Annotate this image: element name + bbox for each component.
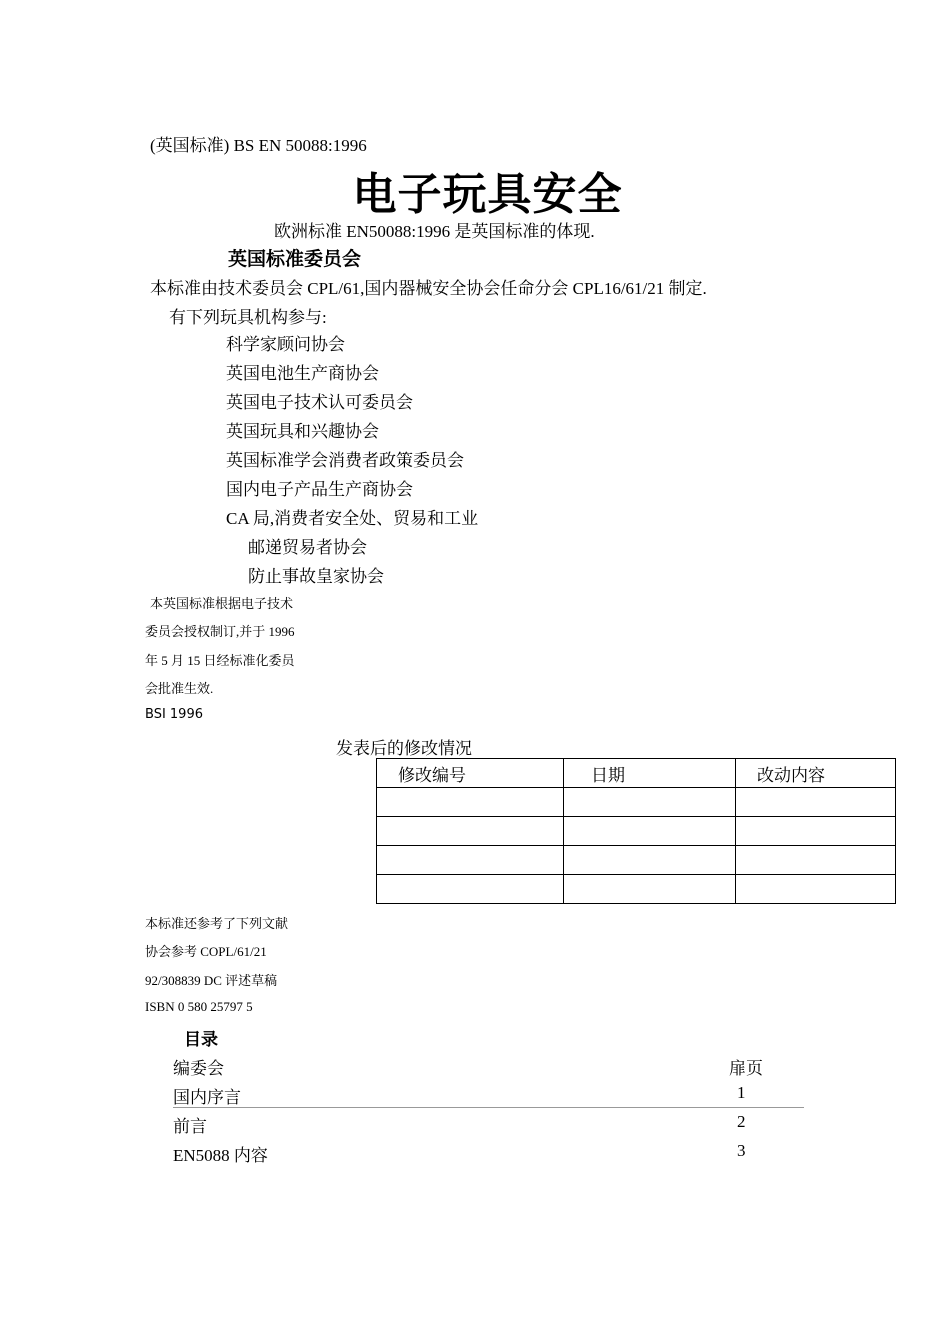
reference-line: 协会参考 COPL/61/21 (145, 944, 267, 959)
table-header-cell: 日期 (564, 759, 736, 788)
table-cell (564, 875, 736, 904)
toc-entry-label: 国内序言 (173, 1088, 241, 1107)
table-cell (377, 788, 564, 817)
toc-entry-page: 2 (737, 1112, 746, 1131)
toc-entry-label: EN5088 内容 (173, 1146, 268, 1165)
toc-entry (173, 1054, 804, 1082)
toc-entry (173, 1112, 804, 1140)
table-row (377, 875, 896, 904)
toc-entry-page: 1 (737, 1083, 746, 1102)
table-header-cell: 改动内容 (736, 759, 896, 788)
organization-item: 英国标准学会消费者政策委员会 (226, 451, 464, 470)
organization-item: 国内电子产品生产商协会 (226, 480, 413, 499)
reference-line: 本标准还参考了下列文献 (145, 916, 289, 931)
table-cell (736, 846, 896, 875)
amendments-table (376, 758, 896, 904)
authorization-line: 本英国标准根据电子技术 (150, 596, 294, 611)
table-cell (736, 788, 896, 817)
document-subtitle: 欧洲标准 EN50088:1996 是英国标准的体现. (274, 222, 595, 241)
table-cell (564, 817, 736, 846)
table-header-cell: 修改编号 (377, 759, 564, 788)
organization-item: 英国电子技术认可委员会 (226, 393, 413, 412)
organization-item: 英国玩具和兴趣协会 (226, 422, 379, 441)
organization-item: 邮递贸易者协会 (248, 538, 367, 557)
toc-entry-page: 3 (737, 1141, 746, 1160)
table-row (377, 817, 896, 846)
table-cell (377, 846, 564, 875)
table-cell (377, 817, 564, 846)
table-cell (736, 875, 896, 904)
organization-item: 科学家顾问协会 (226, 335, 345, 354)
organization-item: 英国电池生产商协会 (226, 364, 379, 383)
table-cell (736, 817, 896, 846)
reference-line: ISBN 0 580 25797 5 (145, 999, 253, 1014)
toc-divider (173, 1107, 804, 1108)
toc-title: 目录 (184, 1030, 218, 1050)
table-header-row (377, 759, 896, 788)
organization-item: 防止事故皇家协会 (248, 567, 384, 586)
toc-entry (173, 1141, 804, 1169)
table-cell (377, 875, 564, 904)
copyright-line: BSI 1996 (145, 707, 203, 722)
table-row (377, 846, 896, 875)
authorization-line: 会批准生效. (145, 681, 214, 696)
authorization-line: 委员会授权制订,并于 1996 (145, 624, 295, 639)
made-by-statement: 本标准由技术委员会 CPL/61,国内器械安全协会任命分会 CPL16/61/21 制定. (150, 279, 707, 298)
participants-intro: 有下列玩具机构参与: (169, 308, 327, 327)
standard-number: (英国标准) BS EN 50088:1996 (150, 136, 367, 155)
amendments-title: 发表后的修改情况 (336, 739, 472, 758)
organization-item: CA 局,消费者安全处、贸易和工业 (226, 509, 479, 528)
committee-heading: 英国标准委员会 (228, 248, 362, 270)
authorization-line: 年 5 月 15 日经标准化委员 (145, 653, 295, 668)
reference-line: 92/308839 DC 评述草稿 (145, 973, 278, 988)
toc-entry-label: 前言 (173, 1117, 207, 1136)
table-cell (564, 846, 736, 875)
toc-entry-page: 扉页 (729, 1059, 763, 1078)
document-title: 电子玩具安全 (352, 169, 623, 220)
table-row (377, 788, 896, 817)
table-cell (564, 788, 736, 817)
toc-entry-label: 编委会 (173, 1059, 224, 1078)
